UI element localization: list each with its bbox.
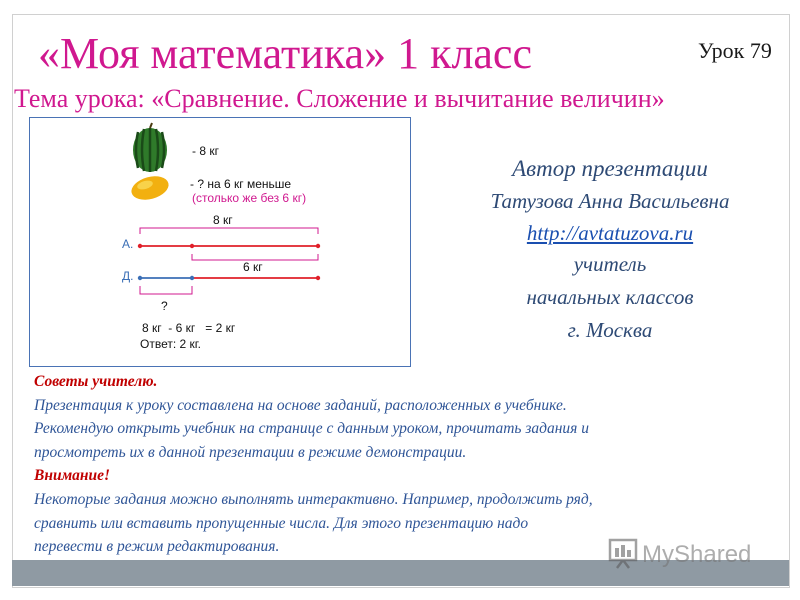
unknown-bracket (140, 286, 192, 294)
equation: 8 кг - 6 кг = 2 кг (142, 321, 236, 335)
segment-point (138, 276, 142, 280)
problem-figure (29, 117, 411, 367)
slide-title: «Моя математика» 1 класс (38, 29, 532, 78)
row-d-label: Д. (122, 269, 134, 283)
author-city: г. Москва (567, 318, 653, 342)
melon-note: (столько же без 6 кг) (192, 191, 307, 205)
tips-line: Презентация к уроку составлена на основе заданий, расположенных в учебнике. (34, 396, 567, 414)
author-name: Татузова Анна Васильевна (490, 189, 730, 213)
question-mark: ? (161, 299, 168, 313)
watermelon-label: - 8 кг (192, 144, 219, 158)
author-heading: Автор презентации (512, 156, 708, 181)
tips-line: Рекомендую открыть учебник на странице с данным уроком, прочитать задания и (34, 420, 590, 438)
top-bracket (140, 228, 318, 234)
lesson-number: Урок 79 (698, 38, 772, 63)
segment-point (190, 276, 194, 280)
melon-icon (129, 172, 171, 203)
author-role-1: учитель (573, 252, 647, 276)
answer: Ответ: 2 кг. (140, 337, 202, 351)
author-website-link[interactable]: http://avtatuzova.ru (526, 221, 694, 245)
author-block (430, 152, 790, 347)
tips-line: просмотреть их в данной презентации в режиме демонстрации. (34, 443, 467, 461)
watermelon-icon (133, 123, 167, 172)
teacher-tips (34, 370, 774, 559)
row-a-label: А. (122, 237, 134, 251)
bottom-segment-label: 6 кг (243, 260, 263, 274)
lesson-topic: Тема урока: «Сравнение. Сложение и вычитание величин» (14, 84, 665, 113)
segment-point (190, 244, 194, 248)
top-segment-label: 8 кг (213, 213, 233, 227)
segment-point (316, 276, 320, 280)
author-role-2: начальных классов (526, 285, 694, 309)
tips-line: перевести в режим редактирования. (34, 538, 280, 556)
tips-warning: Внимание! (34, 467, 111, 485)
watermark-text: MyShared (642, 541, 752, 568)
segment-point (138, 244, 142, 248)
tips-line: Некоторые задания можно выполнять интерактивно. Например, продолжить ряд, (34, 490, 593, 508)
presentation-icon (610, 540, 636, 568)
segment-diagram (30, 118, 410, 366)
myshared-watermark (608, 536, 768, 570)
melon-label: - ? на 6 кг меньше (190, 177, 292, 191)
segment-point (316, 244, 320, 248)
tips-line: сравнить или вставить пропущенные числа. Для этого презентацию надо (34, 514, 529, 532)
tips-heading: Советы учителю. (34, 373, 158, 390)
